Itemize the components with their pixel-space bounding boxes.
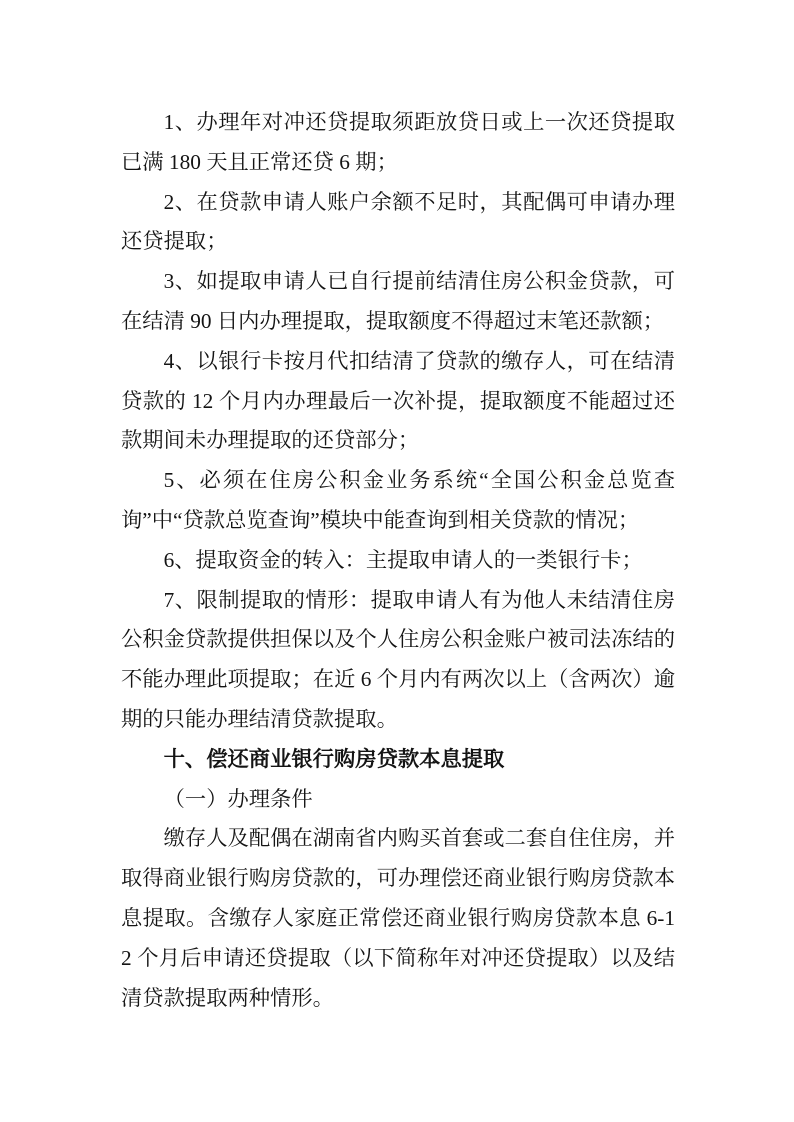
section-heading: 十、偿还商业银行购房贷款本息提取	[163, 746, 505, 771]
list-item-7: 7、限制提取的情形：提取申请人有为他人未结清住房公积金贷款提供担保以及个人住房公积金账户被司法冻结的不能办理此项提取；在近 6 个月内有两次以上（含两次）逾期的只能办理结清贷款提取。	[121, 587, 675, 731]
list-item-4: 4、以银行卡按月代扣结清了贷款的缴存人，可在结清贷款的 12 个月内办理最后一次补提，提取额度不能超过还款期间未办理提取的还贷部分；	[121, 348, 675, 453]
list-item-1: 1、办理年对冲还贷提取须距放贷日或上一次还贷提取已满 180 天且正常还贷 6 期；	[121, 110, 675, 174]
list-item-2: 2、在贷款申请人账户余额不足时，其配偶可申请办理还贷提取；	[121, 189, 675, 254]
subsection-heading: （一）办理条件	[163, 786, 313, 811]
body-paragraph: 缴存人及配偶在湖南省内购买首套或二套自住住房，并取得商业银行购房贷款的，可办理偿还商业银行购房贷款本息提取。含缴存人家庭正常偿还商业银行购房贷款本息 6-12 个月后申请还贷提取（以下简称年对冲还贷提取）以及结清贷款提取两种情形。	[121, 826, 675, 1010]
list-item-5: 5、必须在住房公积金业务系统“全国公积金总览查询”中“贷款总览查询”模块中能查询到相关贷款的情况；	[121, 468, 675, 532]
list-item-3: 3、如提取申请人已自行提前结清住房公积金贷款，可在结清 90 日内办理提取，提取额度不得超过末笔还款额；	[121, 269, 675, 333]
list-item-6: 6、提取资金的转入：主提取申请人的一类银行卡；	[163, 547, 643, 572]
document-body	[121, 103, 675, 1018]
